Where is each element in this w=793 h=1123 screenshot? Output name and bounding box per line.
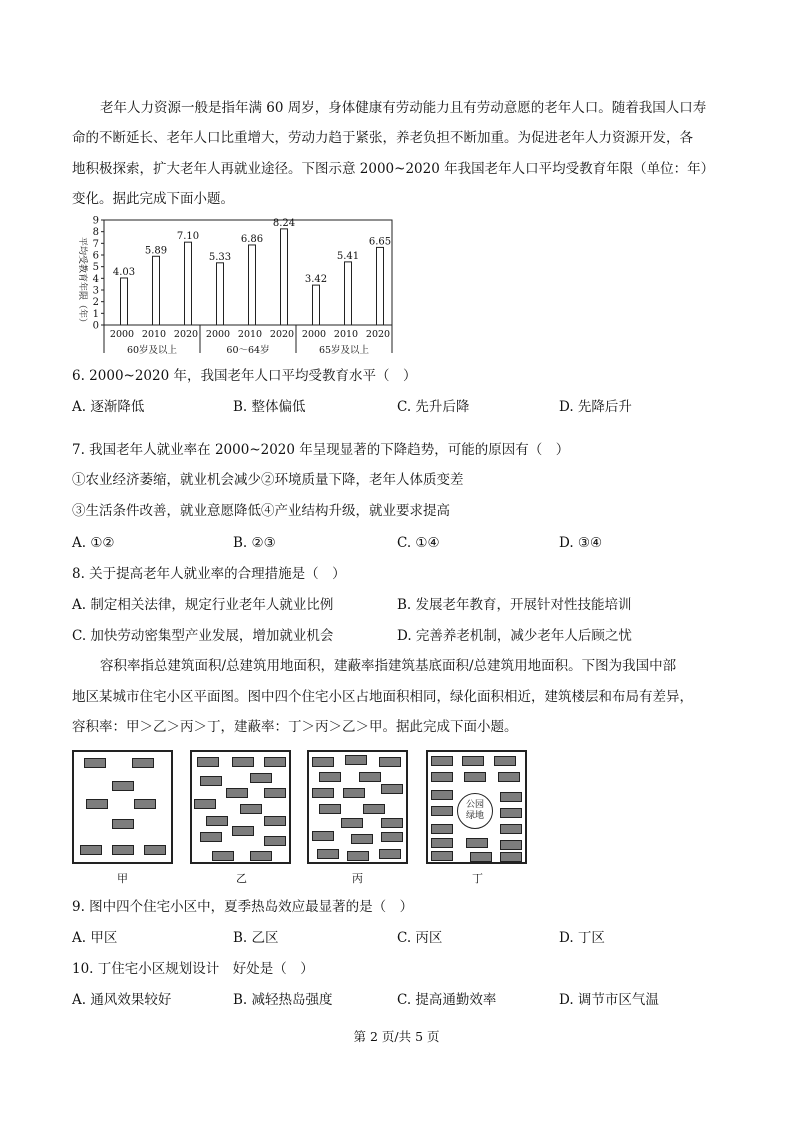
building [197,757,219,767]
q8-option-c[interactable]: C. 加快劳动密集型产业发展，增加就业机会 [72,628,334,644]
building [132,758,154,768]
bar-value-label: 8.24 [272,217,296,229]
q6-stem: 6. 2000~2020 年，我国老年人口平均受教育水平（ ） [72,368,417,384]
building [240,804,262,814]
building [319,772,341,782]
building [379,849,401,859]
bar-value-label: 4.03 [112,266,136,278]
page-footer: 第 2 页/共 5 页 [353,1029,440,1044]
y-tick-label: 4 [92,273,99,285]
building [80,845,102,855]
building [363,804,385,814]
y-tick-label: 0 [92,320,99,332]
intro1-line-3: 地积极探索，扩大老年人再就业途径。下图示意 2000~2020 年我国老年人口平均受教育年限（单位：年） [72,161,715,177]
plan-ding [426,750,527,864]
plan-yi [190,750,291,864]
q8-option-d[interactable]: D. 完善养老机制，减少老年人后顾之忧 [397,628,632,644]
bar-value-label: 5.41 [336,250,360,262]
bar-value-label: 6.86 [240,233,264,245]
bar [153,256,160,325]
building [112,845,134,855]
plan-label-ding: 丁 [472,872,483,885]
bar [121,278,128,325]
q10-option-c[interactable]: C. 提高通勤效率 [397,992,497,1008]
building [431,851,453,861]
building [431,756,453,766]
y-tick-label: 1 [92,308,99,320]
building [112,781,134,791]
bar-value-label: 5.33 [208,251,232,263]
intro2-line-1: 容积率指总建筑面积/总建筑用地面积，建蔽率指建筑基底面积/总建筑用地面积。下图为我国中部 [100,658,677,674]
q10-stem: 10. 丁住宅小区规划设计 好处是（ ） [72,961,314,977]
q7-option-b[interactable]: B. ②③ [233,535,276,551]
building [112,819,134,829]
bar [281,229,288,325]
q6-option-d[interactable]: D. 先降后升 [559,399,632,415]
q9-stem: 9. 图中四个住宅小区中，夏季热岛效应最显著的是（ ） [72,899,414,915]
building [312,831,334,841]
education-years-chart [70,210,400,360]
building [359,772,381,782]
park-greenland [457,793,493,829]
building [500,824,522,834]
group-label: 65岁及以上 [318,345,370,356]
y-tick-label: 9 [92,215,99,227]
building [470,852,492,862]
q10-option-a[interactable]: A. 通风效果较好 [72,992,172,1008]
building [264,836,286,846]
building [381,832,403,842]
building [431,824,453,834]
building [134,799,156,809]
x-tick-label: 2000 [301,329,327,340]
building [232,826,254,836]
bar-value-label: 3.42 [304,274,328,286]
building [194,799,216,809]
building [381,818,403,828]
bar [345,262,352,325]
building [466,838,488,848]
intro1-line-4: 变化。据此完成下面小题。 [72,191,234,207]
bar [377,247,384,325]
x-tick-label: 2010 [237,329,263,340]
bar [185,242,192,325]
building [341,818,363,828]
group-label: 60～64岁 [226,345,270,356]
y-tick-label: 5 [92,262,99,274]
x-tick-label: 2020 [365,329,391,340]
building [498,772,520,782]
bar-value-label: 5.89 [144,245,168,257]
y-tick-label: 8 [92,227,99,239]
q9-option-a[interactable]: A. 甲区 [72,930,118,946]
x-tick-label: 2000 [109,329,135,340]
building [500,808,522,818]
plan-jia [72,750,173,864]
q10-option-b[interactable]: B. 减轻热岛强度 [233,992,333,1008]
building [431,790,453,800]
building [351,834,373,844]
intro1-line-1: 老年人力资源一般是指年满 60 周岁，身体健康有劳动能力且有劳动意愿的老年人口。随着我国人口寿 [100,100,707,116]
building [212,851,234,861]
building [500,840,522,850]
chart-y-axis-label: 平均受教育年限（年） [77,236,87,328]
q7-option-c[interactable]: C. ①④ [397,535,440,551]
q7-stem: 7. 我国老年人就业率在 2000~2020 年呈现显著的下降趋势，可能的原因有（ ） [72,442,570,458]
building [462,756,484,766]
building [200,776,222,786]
q7-choices-line-2: ③生活条件改善，就业意愿降低④产业结构升级，就业要求提高 [72,503,450,519]
y-tick-label: 3 [92,285,99,297]
bar-value-label: 6.65 [368,236,392,248]
building [232,757,254,767]
intro2-line-3: 容积率：甲＞乙＞丙＞丁，建蔽率：丁＞丙＞乙＞甲。据此完成下面小题。 [72,719,518,735]
intro2-line-2: 地区某城市住宅小区平面图。图中四个住宅小区占地面积相同，绿化面积相近，建筑楼层和布局有差异， [72,689,693,705]
building [226,788,248,798]
x-tick-label: 2010 [141,329,167,340]
building [206,816,228,826]
y-tick-label: 7 [92,238,99,250]
building [312,757,334,767]
building [319,804,341,814]
park-label-line-2: 绿地 [465,811,484,821]
y-tick-label: 2 [92,297,99,309]
intro1-line-2: 命的不断延长、老年人口比重增大，劳动力趋于紧张，养老负担不断加重。为促进老年人力资源开发，各 [72,130,693,146]
building [317,849,339,859]
q8-option-b[interactable]: B. 发展老年教育，开展针对性技能培训 [397,597,632,613]
x-tick-label: 2020 [173,329,199,340]
building [84,758,106,768]
building [431,772,453,782]
x-tick-label: 2000 [205,329,231,340]
q6-option-a[interactable]: A. 逐渐降低 [72,399,145,415]
bar [249,245,256,325]
building [464,772,486,782]
bar [313,285,320,325]
park-label-line-1: 公园 [465,800,484,810]
building [500,792,522,802]
x-tick-label: 2020 [269,329,295,340]
building [264,816,286,826]
building [144,845,166,855]
q7-option-d[interactable]: D. ③④ [559,535,603,551]
building [494,756,516,766]
q6-option-c[interactable]: C. 先升后降 [397,399,470,415]
building [86,799,108,809]
plan-label-bing: 丙 [352,872,363,885]
q8-stem: 8. 关于提高老年人就业率的合理措施是（ ） [72,566,346,582]
building [379,757,401,767]
y-tick-label: 6 [92,250,99,262]
building [343,788,365,798]
q10-option-d[interactable]: D. 调节市区气温 [559,992,659,1008]
q7-option-a[interactable]: A. ①② [72,535,115,551]
building [312,788,334,798]
bar [217,263,224,325]
bar-value-label: 7.10 [176,231,200,243]
building [250,773,272,783]
q7-choices-line-1: ①农业经济萎缩，就业机会减少②环境质量下降，老年人体质变差 [72,472,464,488]
building [500,852,522,862]
q9-option-c[interactable]: C. 丙区 [397,930,443,946]
plan-label-yi: 乙 [236,872,247,885]
plan-bing [307,750,408,864]
plan-label-jia: 甲 [117,872,128,885]
building [250,851,272,861]
q9-option-b[interactable]: B. 乙区 [233,930,279,946]
group-label: 60岁及以上 [126,345,178,356]
building [347,851,369,861]
building [431,838,453,848]
building [345,755,367,765]
x-tick-label: 2010 [333,329,359,340]
building [200,832,222,842]
building [264,757,286,767]
building [264,788,286,798]
building [431,806,453,816]
q9-option-d[interactable]: D. 丁区 [559,930,605,946]
building [381,784,403,794]
q8-option-a[interactable]: A. 制定相关法律，规定行业老年人就业比例 [72,597,334,613]
q6-option-b[interactable]: B. 整体偏低 [233,399,306,415]
